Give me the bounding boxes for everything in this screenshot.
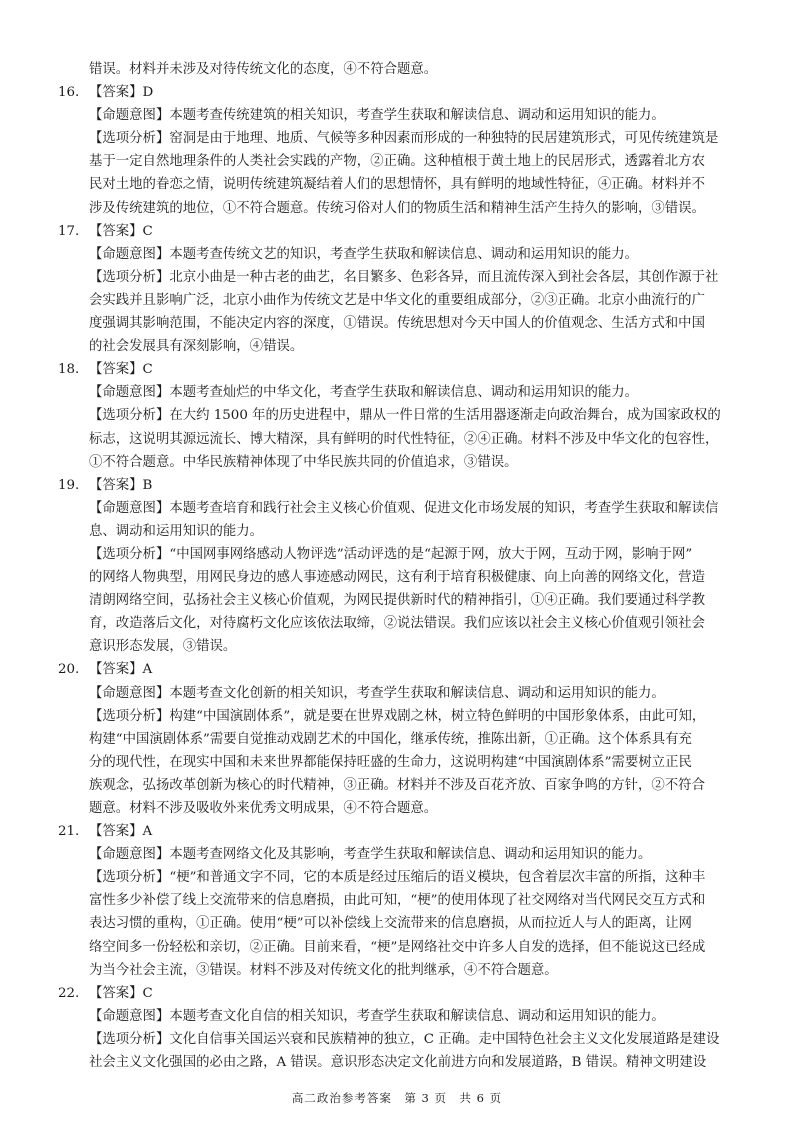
question-line: 构建“中国演剧体系”需要自觉推动戏剧艺术的中国化，继承传统，推陈出新，①正确。这个体系具有充: [89, 731, 692, 747]
question-line: 意识形态发展，③错误。: [89, 639, 237, 655]
question-line: 【选项分析】“中国网事网络感动人物评选”活动评选的是“起源于网，放大于网，互动于网，影响于网”: [89, 546, 693, 562]
question-line: 【命题意图】本题考查传统建筑的相关知识，考查学生获取和解读信息、调动和运用知识的能力。: [89, 108, 665, 124]
answer-label: 【答案】C: [89, 362, 153, 378]
question-line: 【命题意图】本题考查网络文化及其影响，考查学生获取和解读信息、调动和运用知识的能力。: [89, 847, 652, 863]
page-footer: 高二政治参考答案 第 3 页 共 6 页: [291, 1091, 503, 1105]
question-line: 【命题意图】本题考查灿烂的中华文化，考查学生获取和解读信息、调动和运用知识的能力。: [89, 385, 639, 401]
question-line: 为当今社会主流，③错误。材料不涉及对传统文化的批判继承，④不符合题意。: [89, 962, 558, 978]
question-block-22: [58, 982, 748, 1074]
answer-label: 【答案】A: [89, 662, 153, 678]
question-number: 17.: [58, 223, 80, 239]
question-line: 题意。材料不涉及吸收外来优秀文明成果，④不符合题意。: [89, 801, 438, 816]
question-line: 富性多少补偿了线上交流带来的信息磨损，由此可知，“梗”的使用体现了社交网络对当代网民交互方式和: [89, 893, 706, 909]
question-number: 21.: [58, 824, 80, 840]
question-line: 【命题意图】本题考查文化创新的相关知识，考查学生获取和解读信息、调动和运用知识的能力。: [89, 685, 665, 701]
intro-line: 错误。材料并未涉及对待传统文化的态度，④不符合题意。: [89, 62, 438, 77]
question-line: 社会主义文化强国的必由之路，A 错误。意识形态决定文化前进方向和发展道路，B 错误。精神文明建设: [89, 1055, 707, 1071]
question-number: 18.: [58, 362, 80, 378]
question-line: 【命题意图】本题考查传统文艺的知识，考查学生获取和解读信息、调动和运用知识的能力。: [89, 246, 639, 262]
question-line: 的社会发展具有深刻影响，④错误。: [89, 339, 304, 355]
question-line: ①不符合题意。中华民族精神体现了中华民族共同的价值追求，③错误。: [89, 454, 518, 470]
question-line: 【选项分析】构建“中国演剧体系”，就是要在世界戏剧之林，树立特色鲜明的中国形象体系，由此可知，: [89, 708, 706, 724]
question-line: 络空间多一份轻松和亲切，②正确。目前来看，“梗”是网络社交中许多人自发的选择，但不能说这已经成: [89, 939, 706, 955]
question-block-18: [58, 358, 748, 473]
question-number: 20.: [58, 662, 80, 678]
question-line: 标志，这说明其源远流长、博大精深，具有鲜明的时代性特征，②④正确。材料不涉及中华文化的包容性，: [89, 431, 719, 447]
question-line: 基于一定自然地理条件的人类社会实践的产物，②正确。这种植根于黄土地上的民居形式，透露着北方农: [89, 154, 705, 170]
answer-label: 【答案】D: [89, 85, 154, 101]
question-line: 会实践并且影响广泛，北京小曲作为传统文艺是中华文化的重要组成部分，②③正确。北京小曲流行的广: [89, 292, 705, 308]
question-number: 22.: [58, 985, 80, 1001]
question-number: 16.: [58, 85, 80, 101]
question-line: 【命题意图】本题考查文化自信的相关知识，考查学生获取和解读信息、调动和运用知识的能力。: [89, 1008, 665, 1024]
question-line: 【选项分析】北京小曲是一种古老的曲艺，名目繁多、色彩各异，而且流传深入到社会各层，其创作源于社: [89, 269, 719, 285]
question-line: 【选项分析】“梗”和普通文字不同，它的本质是经过压缩后的语义模块，包含着层次丰富的所指，这种丰: [89, 870, 706, 886]
question-block-19: [58, 474, 748, 659]
question-line: 分的现代性，在现实中国和未来世界都能保持旺盛的生命力，这说明构建“中国演剧体系”需要树立正民: [89, 754, 692, 770]
answer-label: 【答案】A: [89, 824, 153, 840]
question-line: 的网络人物典型，用网民身边的感人事迹感动网民，这有利于培育积极健康、向上向善的网络文化，营造: [89, 570, 705, 586]
question-line: 育，改造落后文化，对待腐朽文化应该依法取缔，②说法错误。我们应该以社会主义核心价值观引领社会: [89, 616, 705, 632]
question-line: 【选项分析】文化自信事关国运兴衰和民族精神的独立，C 正确。走中国特色社会主义文化发展道路是建设: [89, 1031, 720, 1047]
question-line: 【命题意图】本题考查培育和践行社会主义核心价值观、促进文化市场发展的知识，考查学生获取和解读信: [89, 500, 719, 516]
question-block-17: [58, 220, 748, 359]
question-line: 族观念，弘扬改革创新为核心的时代精神，③正确。材料并不涉及百花齐放、百家争鸣的方针，②不符合: [89, 777, 705, 793]
question-block-16: [58, 81, 748, 220]
question-line: 【选项分析】窑洞是由于地理、地质、气候等多种因素而形成的一种独特的民居建筑形式，可见传统建筑是: [89, 131, 719, 147]
question-block-20: [58, 658, 748, 820]
question-number: 19.: [58, 477, 80, 493]
question-line: 表达习惯的重构，①正确。使用“梗”可以补偿线上交流带来的信息磨损，从而拉近人与人的距离，让网: [89, 916, 692, 932]
question-line: 民对土地的眷恋之情，说明传统建筑凝结着人们的思想情怀，具有鲜明的地域性特征，④正确。材料并不: [89, 177, 705, 193]
answer-label: 【答案】B: [89, 477, 153, 493]
question-line: 度强调其影响范围，不能决定内容的深度，①错误。传统思想对今天中国人的价值观念、生活方式和中国: [89, 316, 705, 332]
question-line: 涉及传统建筑的地位，①不符合题意。传统习俗对人们的物质生活和精神生活产生持久的影响，③错误。: [89, 200, 705, 216]
question-line: 息、调动和运用知识的能力。: [89, 523, 264, 539]
answer-document: [58, 58, 748, 1074]
question-line: 【选项分析】在大约 1500 年的历史进程中，鼎从一件日常的生活用器逐渐走向政治舞台，成为国家政权的: [89, 408, 721, 424]
question-line: 清朗网络空间，弘扬社会主义核心价值观，为网民提供新时代的精神指引，①④正确。我们要通过科学教: [89, 593, 705, 609]
answer-label: 【答案】C: [89, 985, 153, 1001]
question-block-21: [58, 820, 748, 982]
answer-label: 【答案】C: [89, 223, 153, 239]
